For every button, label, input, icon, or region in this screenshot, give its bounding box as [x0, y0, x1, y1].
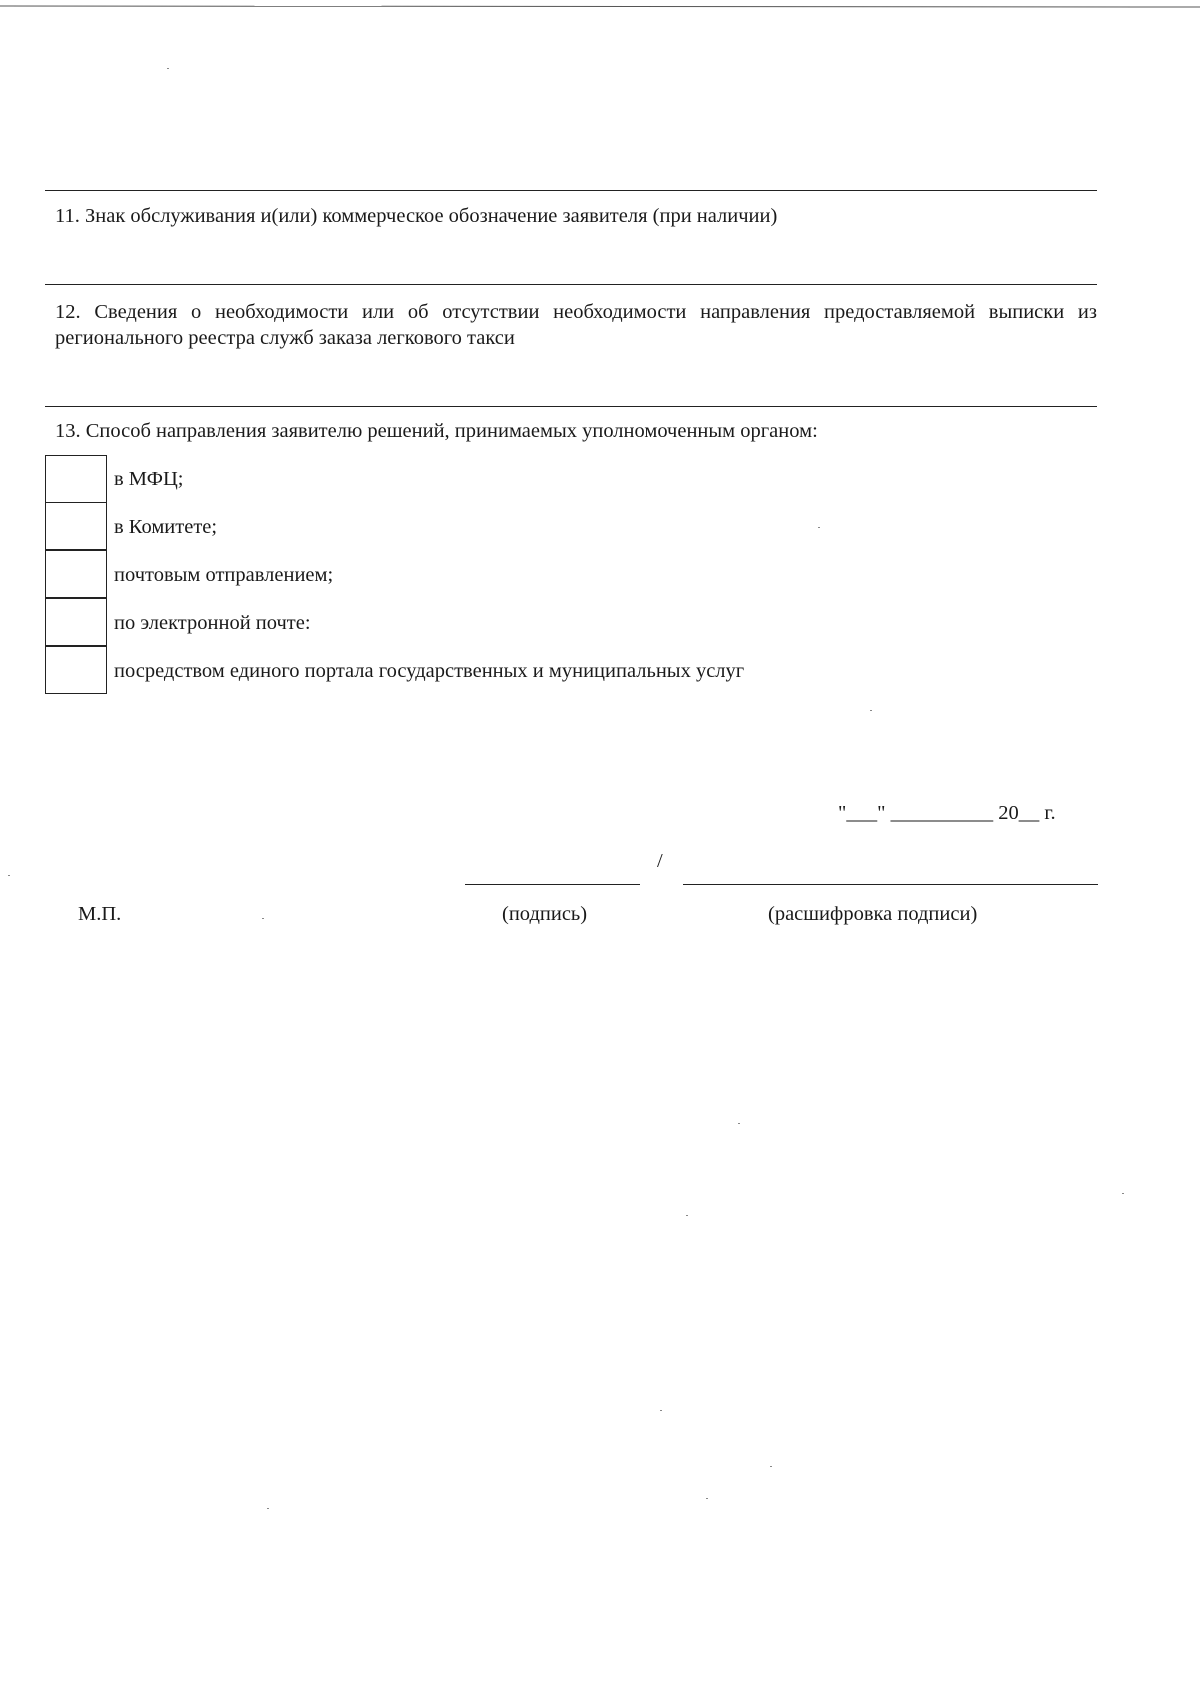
scan-speck — [738, 1123, 740, 1124]
checkbox-postal[interactable] — [45, 550, 107, 598]
scan-speck — [660, 1410, 662, 1411]
option-email — [45, 599, 744, 647]
signature-line[interactable] — [465, 884, 640, 885]
decoding-caption: (расшифровка подписи) — [768, 903, 978, 925]
scan-speck — [267, 1508, 269, 1509]
decoding-line[interactable] — [683, 884, 1098, 885]
scan-speck — [8, 875, 10, 876]
date-line: "___" __________ 20__ г. — [838, 802, 1056, 824]
scan-speck — [262, 918, 264, 919]
section12-label: 12. Сведения о необходимости или об отсутствии необходимости направления предоставляемой выписки из регионального реестра служб заказа легкового такси — [55, 301, 1097, 349]
section12-top-rule — [45, 284, 1097, 285]
option-label: по электронной почте: — [114, 612, 311, 634]
scan-speck — [770, 1466, 772, 1467]
checkbox-email[interactable] — [45, 598, 107, 646]
option-label: посредством единого портала государственных и муниципальных услуг — [114, 660, 745, 682]
checkbox-mfc[interactable] — [45, 455, 107, 503]
scan-speck — [167, 68, 169, 69]
option-label: в Комитете; — [114, 516, 218, 538]
signature-separator: / — [657, 850, 663, 872]
delivery-options-list — [45, 455, 744, 695]
scan-speck — [1122, 1193, 1124, 1194]
option-committee — [45, 503, 744, 551]
option-mfc — [45, 455, 744, 503]
option-portal — [45, 647, 744, 695]
option-label: почтовым отправлением; — [114, 564, 334, 586]
section13-top-rule — [45, 406, 1097, 407]
checkbox-committee[interactable] — [45, 502, 107, 550]
scan-top-edge — [0, 5, 1200, 7]
section11-top-rule — [45, 190, 1097, 191]
section13-label: 13. Способ направления заявителю решений, принимаемых уполномоченным органом: — [55, 420, 818, 442]
signature-caption: (подпись) — [502, 903, 588, 925]
checkbox-portal[interactable] — [45, 646, 107, 694]
scan-speck — [686, 1215, 688, 1216]
option-label: в МФЦ; — [114, 468, 184, 490]
option-postal — [45, 551, 744, 599]
stamp-label: М.П. — [78, 903, 122, 925]
scan-speck — [818, 527, 820, 528]
section11-label: 11. Знак обслуживания и(или) коммерческое обозначение заявителя (при наличии) — [55, 205, 778, 227]
scan-speck — [706, 1498, 708, 1499]
scan-speck — [870, 710, 872, 711]
